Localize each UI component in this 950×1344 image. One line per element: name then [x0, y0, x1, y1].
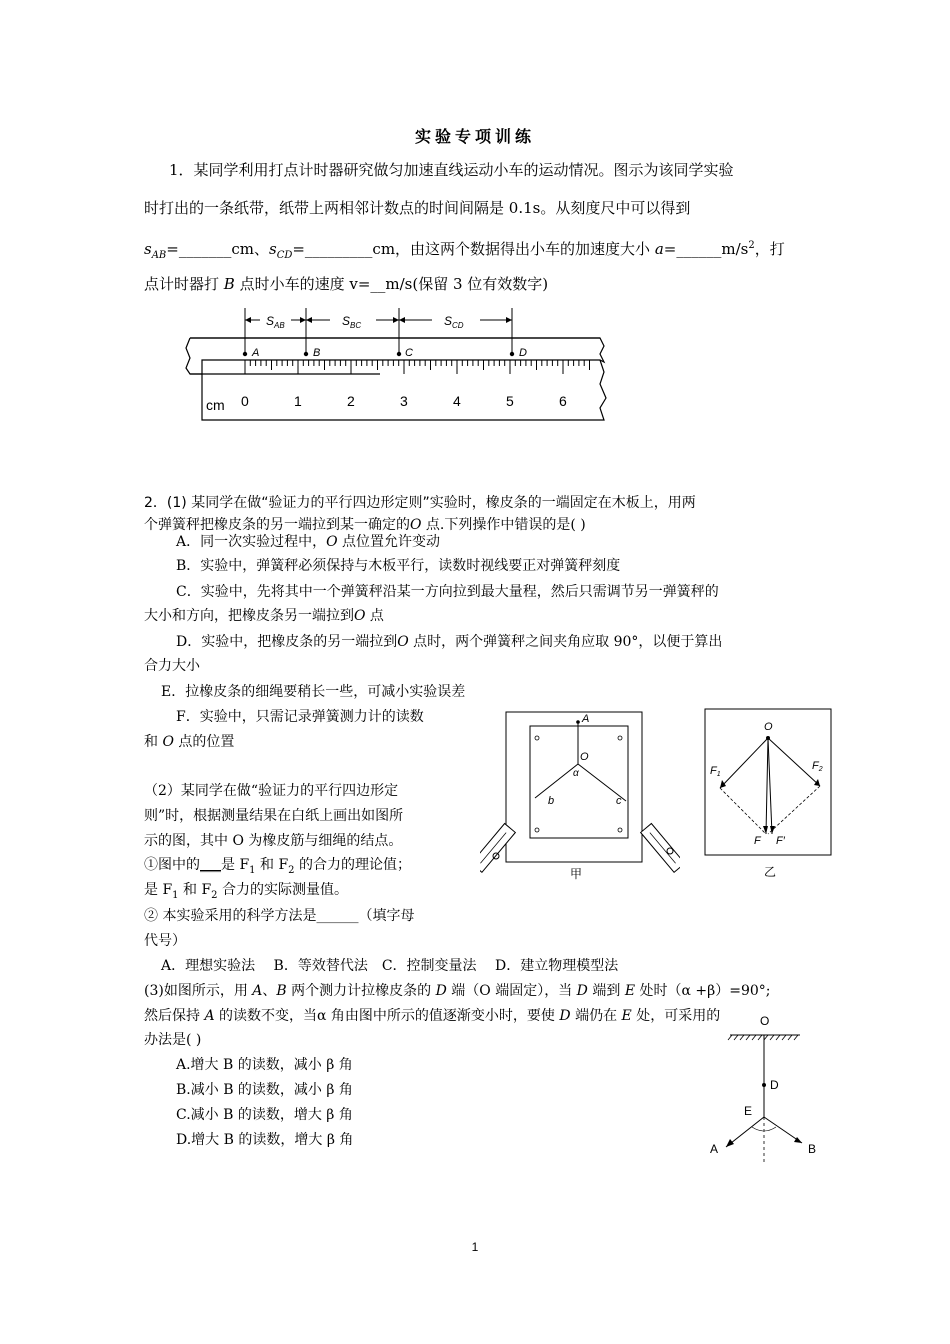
q2-option-f2: 和 O 点的位置	[144, 734, 235, 750]
fig3-label-d: D	[770, 1078, 779, 1092]
q3-option-b: B.减小 B 的读数，减小 β 角	[176, 1082, 353, 1098]
jia-label-b: b	[548, 795, 555, 807]
ruler-labels	[241, 393, 567, 409]
q2-part2-line5: 是 $F_1$ 和 $F_2$ 合力的实际测量值。	[144, 882, 348, 901]
point-c: C	[405, 347, 413, 359]
interval-sab: $S_{AB}$	[266, 314, 285, 330]
page-title: 实验专项训练	[414, 127, 535, 146]
interval-sbc: $S_{BC}$	[342, 314, 362, 330]
q2-line1: 2．(1) 某同学在做“验证力的平行四边形定则”实验时，橡皮条的一端固定在木板上，用两	[144, 495, 696, 511]
ruler-tick-label: 5	[506, 393, 514, 409]
ruler-tick-label: 6	[559, 393, 567, 409]
q2-option-c1: C．实验中，先将其中一个弹簧秤沿某一方向拉到最大量程，然后只需调节另一弹簧秤的	[176, 584, 719, 600]
jia-label-o: O	[580, 751, 589, 763]
ruler-tick-label: 2	[347, 393, 355, 409]
q3-option-c: C.减小 B 的读数，增大 β 角	[176, 1107, 353, 1123]
fig3-label-b: B	[808, 1142, 817, 1156]
figure-jia	[480, 706, 680, 886]
point-b: B	[313, 347, 321, 359]
point-a: A	[252, 347, 260, 359]
jia-label-a: A	[582, 713, 590, 725]
ruler-tick-label: 0	[241, 393, 249, 409]
q3-option-d: D.增大 B 的读数，增大 β 角	[176, 1132, 354, 1148]
q2-line2: 个弹簧秤把橡皮条的另一端拉到某一确定的O 点.下列操作中错误的是( )	[144, 517, 586, 533]
q2-option-a: A．同一次实验过程中，O 点位置允许变动	[176, 534, 441, 550]
yi-label-f2: F2	[812, 760, 823, 773]
yi-label-o: O	[764, 721, 773, 733]
fig3-label-e: E	[744, 1104, 753, 1118]
point-d: D	[519, 347, 527, 359]
q2-part2-line2: 则”时，根据测量结果在白纸上画出如图所	[144, 808, 404, 824]
q1-line4: 点计时器打 B 点时小车的速度 v=__m/s(保留 3 位有效数字)	[144, 275, 549, 293]
yi-label-f: F	[754, 835, 761, 847]
ruler-figure	[180, 302, 620, 428]
ruler-tick-label: 4	[453, 393, 461, 409]
q1-line3: $s_{AB}=\_\_\_\_\_\_\_cm$、$s_{CD}=\_\_\_\_\_\_\_\_\_cm$，由这两个数据得出小车的加速度大小 $a=\_\_\_\_\_\_m/s^2$，打	[144, 240, 785, 261]
yi-label-fprime: F′	[776, 835, 785, 847]
q2-method-options: A．理想实验法 B．等效替代法 C．控制变量法 D．建立物理模型法	[161, 958, 619, 974]
q2-option-c2: 大小和方向，把橡皮条另一端拉到O 点	[144, 608, 384, 624]
q1-line1: 1．某同学利用打点计时器研究做匀加速直线运动小车的运动情况。图示为该同学实验	[169, 161, 734, 179]
fig3-label-o: O	[760, 1015, 770, 1028]
yi-caption: 乙	[764, 865, 777, 879]
interval-scd: $S_{CD}$	[444, 314, 464, 330]
q2-part3-line3: 办法是( )	[144, 1032, 202, 1048]
q2-part2-line7: 代号）	[144, 933, 186, 949]
figure-yi	[700, 706, 840, 886]
q2-part2-line3: 示的图，其中 O 为橡皮筋与细绳的结点。	[144, 833, 403, 849]
q2-part3-line2: 然后保持 A 的读数不变，当α 角由图中所示的值逐渐变小时，要使 D 端仍在 E 处，可采用的	[144, 1008, 721, 1024]
ruler-tick-label: 3	[400, 393, 408, 409]
q2-part2-line6: ② 本实验采用的科学方法是______（填字母	[144, 908, 415, 924]
q3-option-a: A.增大 B 的读数，减小 β 角	[176, 1057, 353, 1073]
page-number: 1	[471, 1240, 479, 1254]
yi-label-f1: F1	[710, 765, 721, 778]
q2-option-f1: F．实验中，只需记录弹簧测力计的读数	[176, 709, 424, 725]
q2-part3-line1: (3)如图所示，用 A、B 两个测力计拉橡皮条的 D 端（O 端固定），当 D 端到 E 处时（α +β）=90°;	[144, 983, 771, 999]
jia-caption: 甲	[570, 867, 583, 881]
ruler-ticks	[245, 360, 590, 374]
ruler-tick-label: 1	[294, 393, 302, 409]
fig3-label-a: A	[710, 1142, 719, 1156]
jia-label-alpha: α	[573, 768, 579, 779]
q2-option-e: E．拉橡皮条的细绳要稍长一些，可减小实验误差	[161, 684, 466, 700]
jia-label-c: c	[616, 795, 622, 807]
q2-option-d1: D．实验中，把橡皮条的另一端拉到O 点时，两个弹簧秤之间夹角应取 90°，以便于算出	[176, 634, 723, 650]
ruler-unit: cm	[206, 397, 225, 413]
q2-option-d2: 合力大小	[144, 658, 200, 674]
q2-option-b: B．实验中，弹簧秤必须保持与木板平行，读数时视线要正对弹簧秤刻度	[176, 558, 621, 574]
figure-3	[700, 1015, 830, 1165]
q2-part2-line1: （2）某同学在做“验证力的平行四边形定	[144, 783, 399, 799]
q1-line2: 时打出的一条纸带，纸带上两相邻计数点的时间间隔是 0.1s。从刻度尺中可以得到	[144, 199, 691, 217]
q2-part2-line4: ①图中的___是 $F_1$ 和 $F_2$ 的合力的理论值；	[144, 857, 411, 876]
